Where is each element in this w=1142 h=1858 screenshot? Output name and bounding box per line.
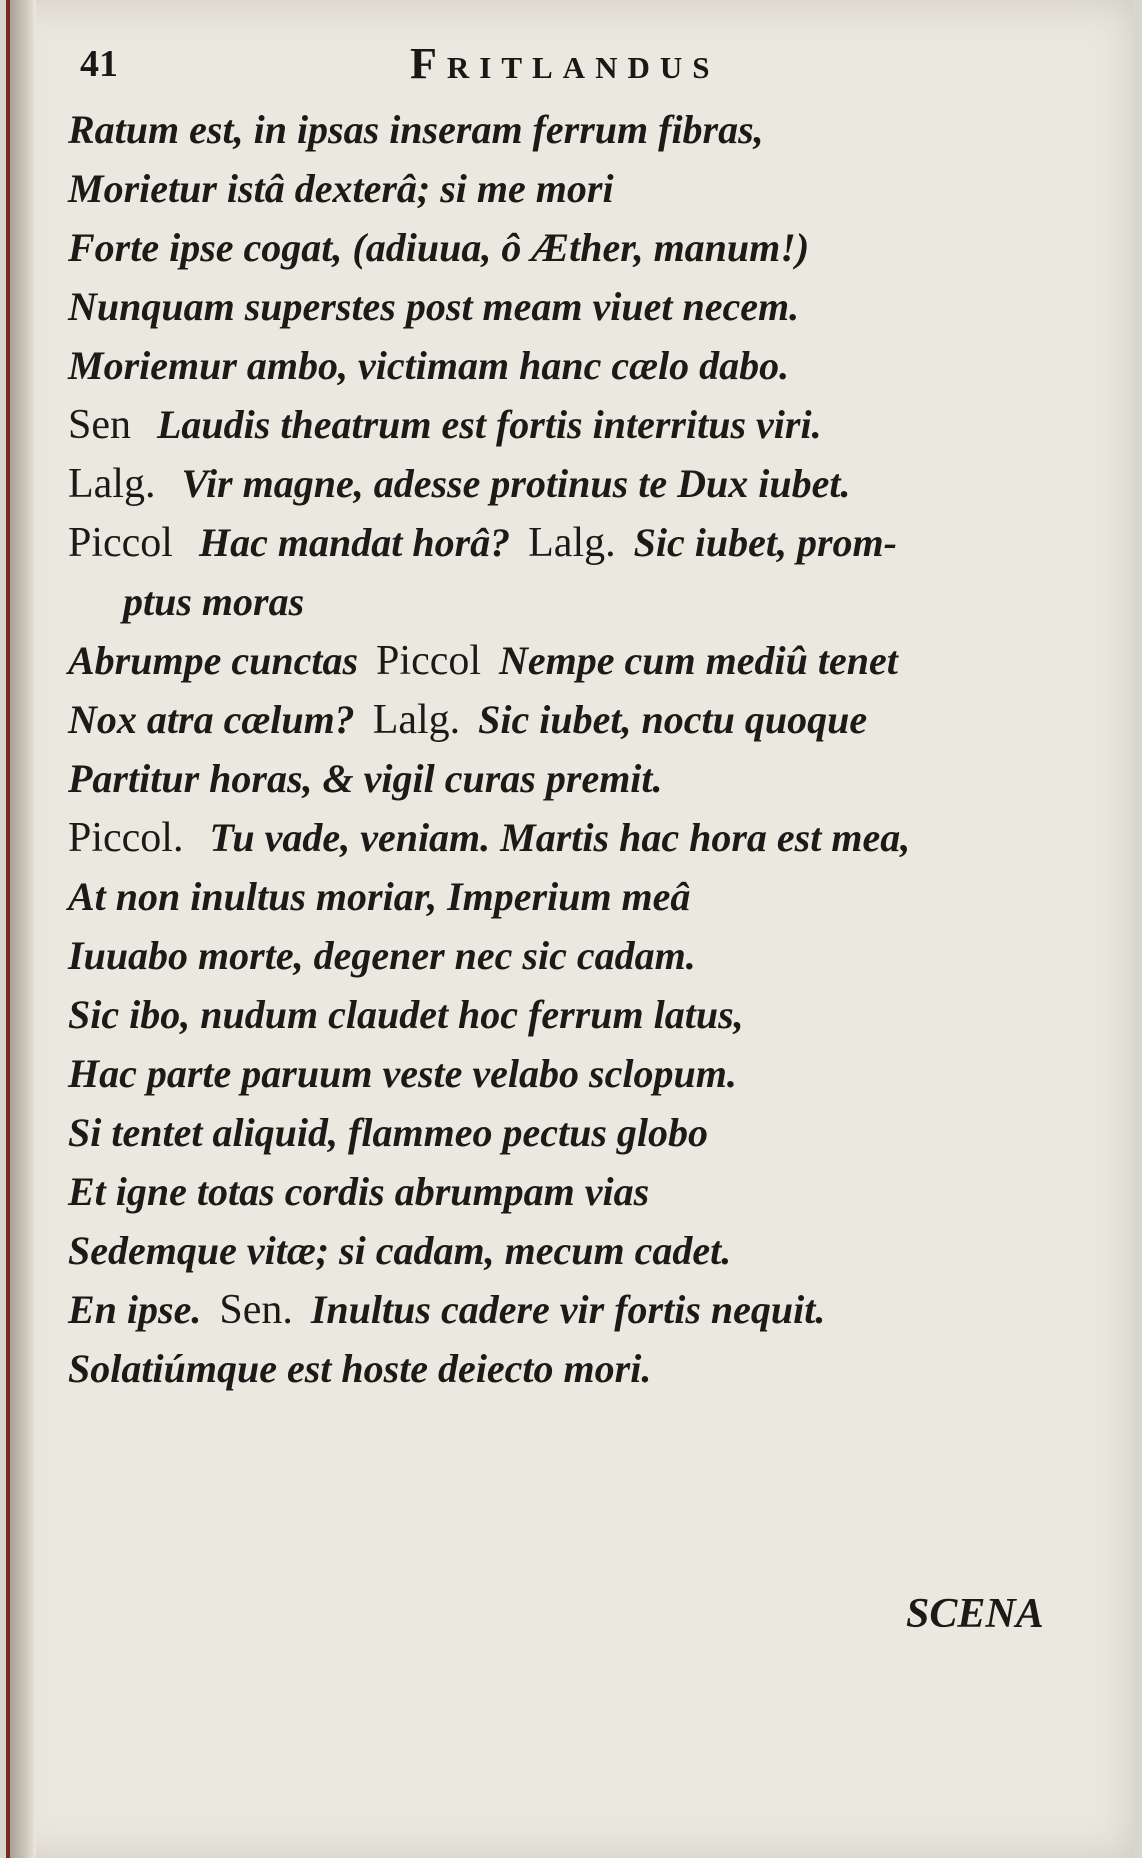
page-header <box>80 38 1080 102</box>
verse-line <box>68 808 1068 867</box>
verse-line <box>68 631 1068 690</box>
verse-text: Vir magne, adesse protinus te Dux iubet. <box>181 461 851 506</box>
verse-line <box>68 1280 1068 1339</box>
verse-line <box>68 1044 1068 1103</box>
verse-line <box>68 277 1068 336</box>
verse-line <box>68 749 1068 808</box>
verse-text: Et igne totas cordis abrumpam vias <box>68 1169 650 1214</box>
verse-text: Nempe cum mediû tenet <box>499 638 898 683</box>
verse-text: Sic iubet, prom- <box>633 520 897 565</box>
page-number: 41 <box>80 43 118 85</box>
verse-text: Laudis theatrum est fortis interritus viri. <box>157 402 822 447</box>
verse-text: Sedemque vitæ; si cadam, mecum cadet. <box>68 1228 732 1273</box>
catchword: SCENA <box>906 1591 1044 1637</box>
verse-line <box>68 690 1068 749</box>
speaker-label: Lalg. <box>528 520 616 566</box>
verse-line <box>68 395 1068 454</box>
verse-text: Nox atra cælum? <box>68 697 355 742</box>
speaker-label: Piccol. <box>68 815 184 861</box>
page-gutter <box>6 0 36 1858</box>
verse-text: Solatiúmque est hoste deiecto mori. <box>68 1346 652 1391</box>
verse-text: Sic ibo, nudum claudet hoc ferrum latus, <box>68 992 744 1037</box>
verse-line <box>68 1162 1068 1221</box>
verse-text: Nunquam superstes post meam viuet necem. <box>68 284 800 329</box>
speaker-label: Lalg. <box>372 697 461 743</box>
speaker-label: Sen <box>68 402 131 448</box>
verse-line <box>68 1221 1068 1280</box>
verse-line <box>68 513 1068 572</box>
verse-line <box>68 336 1068 395</box>
verse-text: Iuuabo morte, degener nec sic cadam. <box>68 933 696 978</box>
verse-line <box>68 572 1068 631</box>
speaker-label: Sen. <box>219 1287 293 1333</box>
verse-line <box>68 867 1068 926</box>
verse-text: Hac mandat horâ? <box>198 520 511 565</box>
verse-text: En ipse. <box>68 1287 202 1332</box>
speaker-label: Piccol <box>376 638 482 684</box>
verse-line <box>68 454 1068 513</box>
speaker-label: Piccol <box>68 520 173 566</box>
verse-text: Si tentet aliquid, flammeo pectus globo <box>68 1110 708 1155</box>
verse-text: ptus moras <box>123 579 305 624</box>
verse-text: Ratum est, in ipsas inseram ferrum fibras, <box>68 107 764 152</box>
verse-text: Morietur istâ dexterâ; si me mori <box>68 166 614 211</box>
verse-line <box>68 159 1068 218</box>
verse-text: Sic iubet, noctu quoque <box>478 697 868 742</box>
book-page <box>6 0 1134 1858</box>
running-title: Fritlandus <box>410 39 720 88</box>
verse-line <box>68 985 1068 1044</box>
speaker-label: Lalg. <box>68 461 156 507</box>
verse-text: Inultus cadere vir fortis nequit. <box>310 1287 826 1332</box>
verse-text: Hac parte paruum veste velabo sclopum. <box>68 1051 737 1096</box>
verse-line <box>68 1103 1068 1162</box>
verse-line <box>68 218 1068 277</box>
verse-text: Partitur horas, & vigil curas premit. <box>68 756 663 801</box>
verse-line <box>68 926 1068 985</box>
verse-line <box>68 100 1068 159</box>
verse-text: Tu vade, veniam. Martis hac hora est mea, <box>209 815 911 860</box>
verse-text: Forte ipse cogat, (adiuua, ô Æther, manum!) <box>68 225 810 270</box>
verse-text: At non inultus moriar, Imperium meâ <box>68 874 691 919</box>
verse-text: Moriemur ambo, victimam hanc cælo dabo. <box>68 343 790 388</box>
verse-text: Abrumpe cunctas <box>68 638 359 683</box>
verse-block <box>68 100 1068 1398</box>
verse-line <box>68 1339 1068 1398</box>
